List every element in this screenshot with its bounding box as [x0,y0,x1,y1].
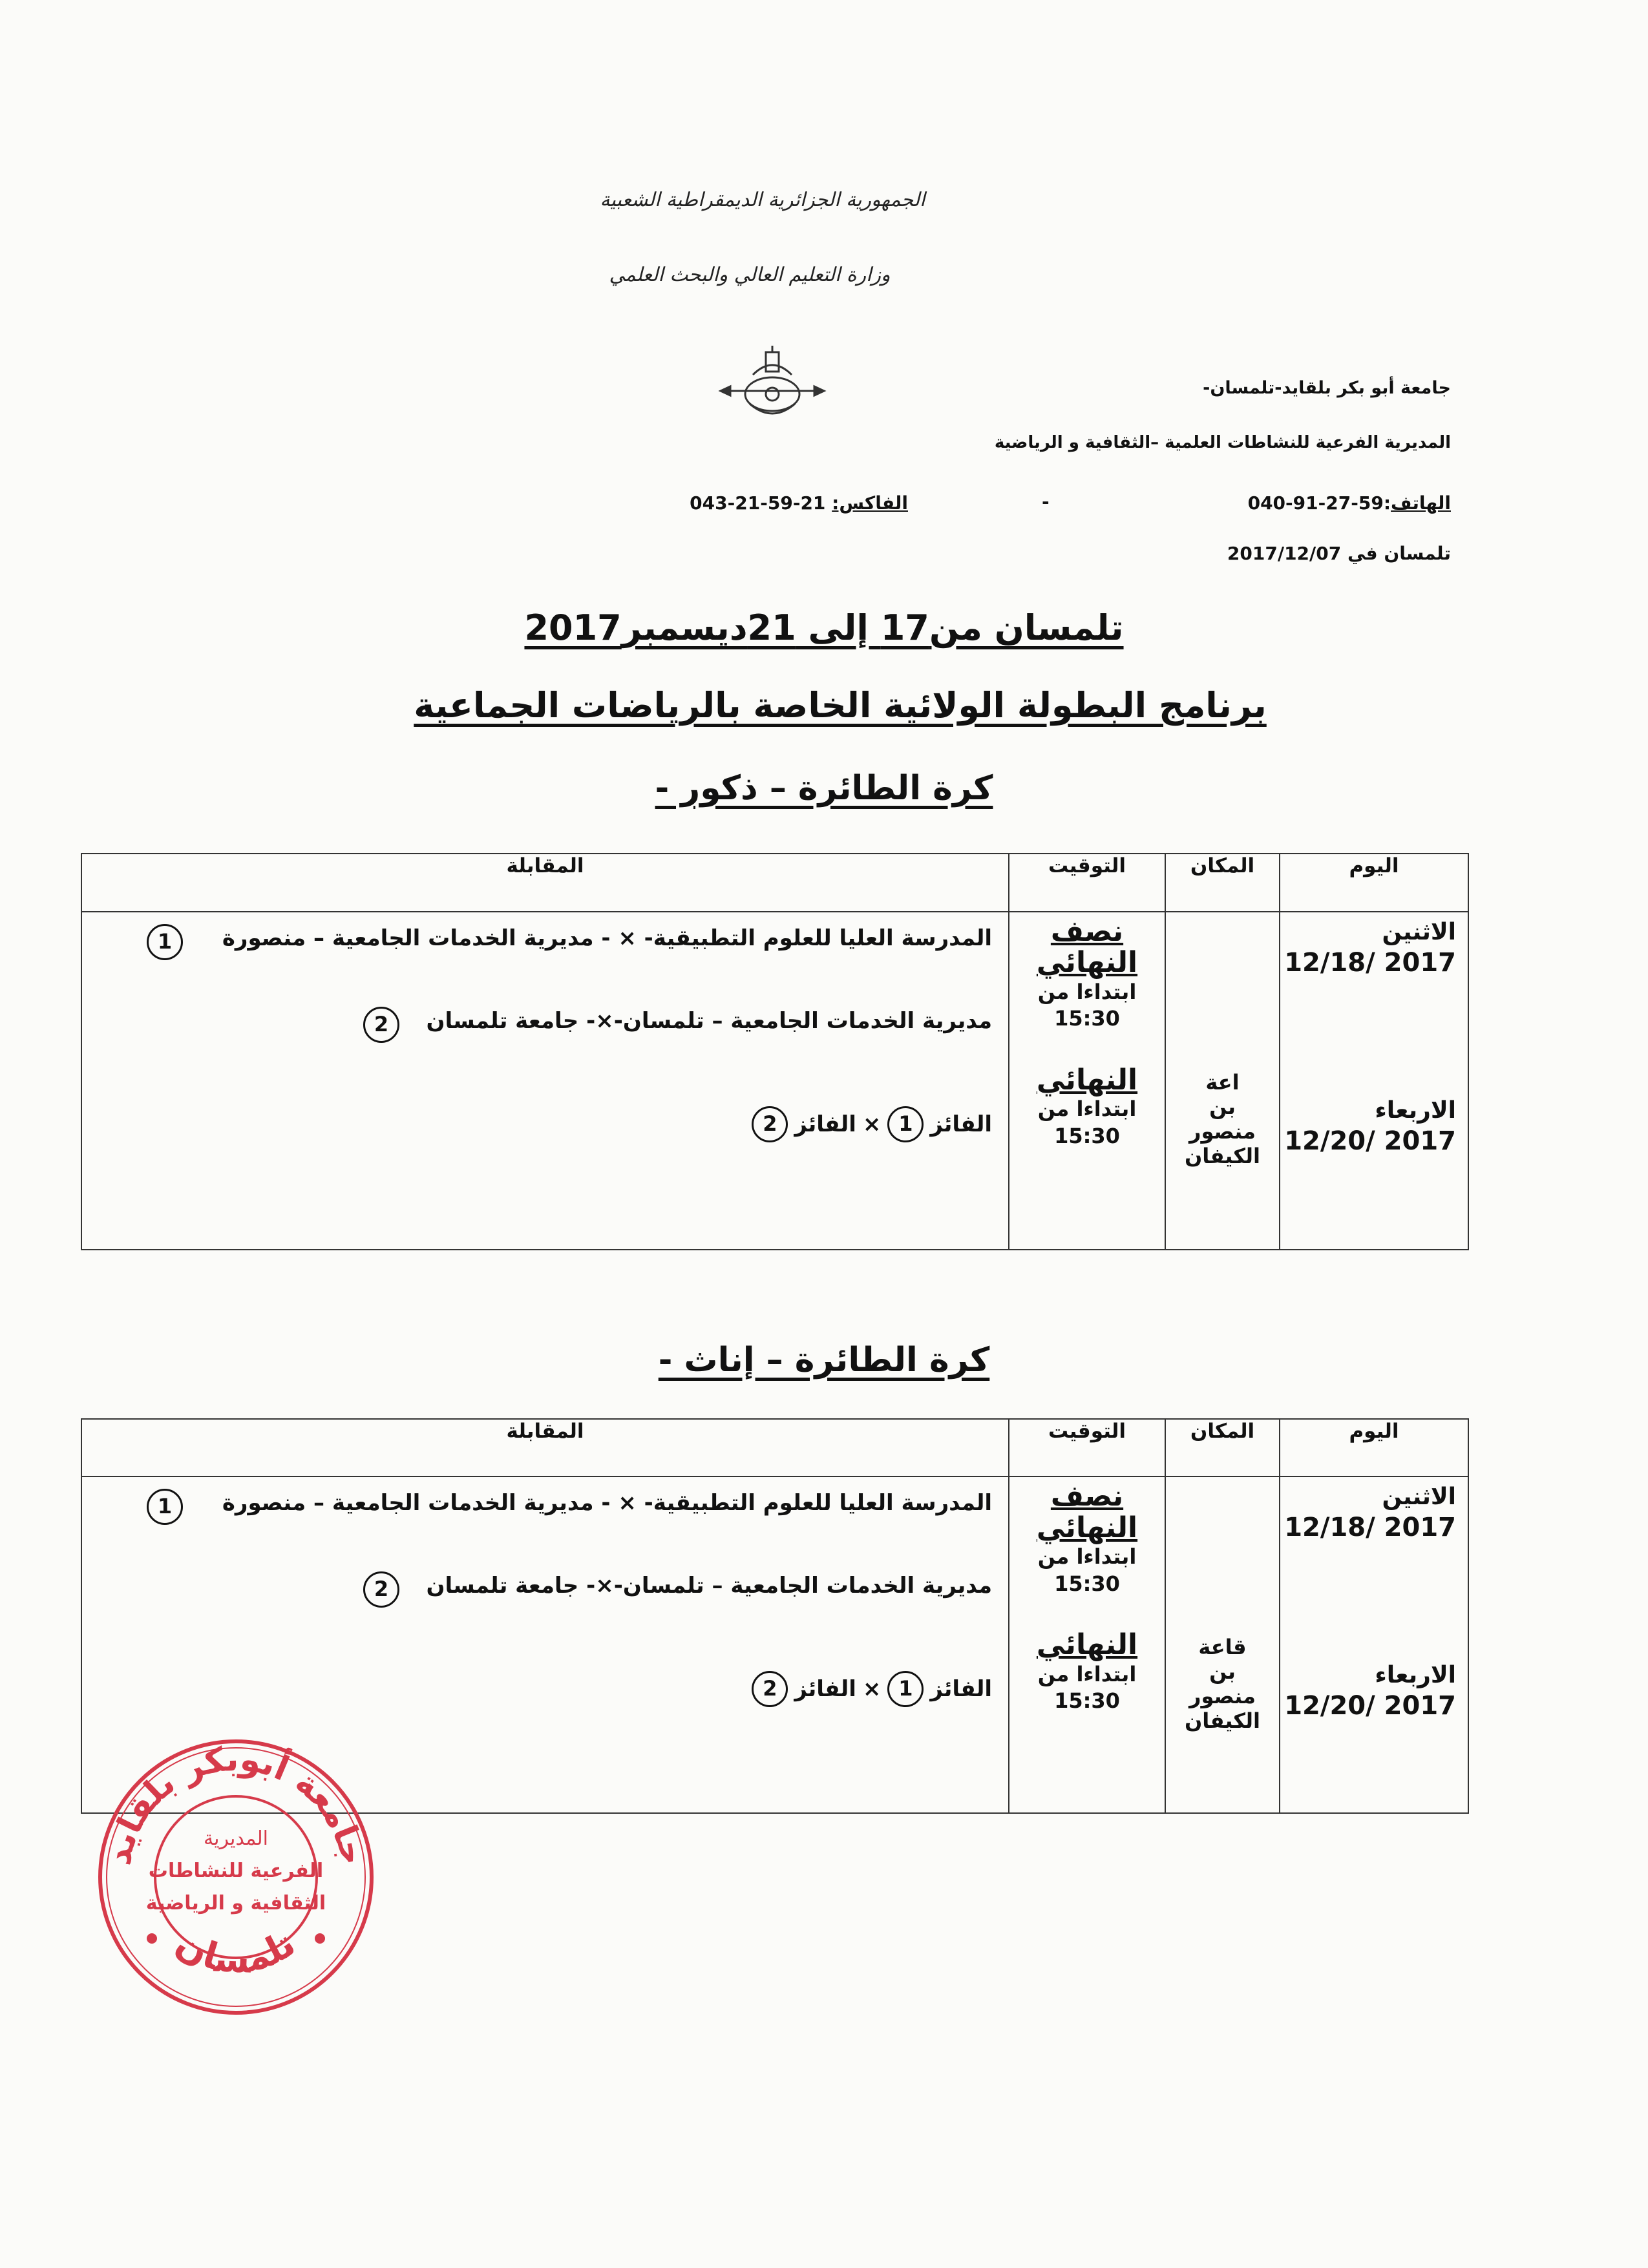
start-from-label: ابتداءا من [1037,979,1137,1004]
header-place: المكان [1165,854,1280,912]
fax-row [617,492,908,514]
stamp-inner-line-1: المديرية [204,1827,268,1850]
day2-name: الاربعاء [1375,1662,1456,1689]
match2-number-badge: 2 [363,1007,399,1043]
time-cell [1009,1476,1165,1813]
header-place: المكان [1165,1419,1280,1476]
date-line: تلمسان في 2017/12/07 [1227,543,1451,564]
header-day: اليوم [1280,854,1468,912]
header-day: اليوم [1280,1419,1468,1476]
place-line-4: الكيفان [1184,1144,1260,1169]
time-cell [1009,912,1165,1250]
final-time: 15:30 [1054,1688,1120,1714]
semi-final-label-2: النهائي [1036,946,1138,980]
stamp-bottom-text: تلمسان [169,1922,303,1982]
header-match: المقابلة [81,854,1009,912]
ministry-header: وزارة التعليم العالي والبحث العلمي [609,264,891,286]
header-time: التوقيت [1009,854,1165,912]
women-section-title: كرة الطائرة – إناث - [658,1341,990,1380]
dates-title: تلمسان من17 إلى 21ديسمبر2017 [524,607,1124,648]
men-schedule-table [81,853,1469,1250]
university-emblem-icon [714,342,830,433]
final-match-row [752,1671,992,1707]
match1-text: المدرسة العليا للعلوم التطبيقية- × - مديرية الخدمات الجامعية – منصورة [222,1490,992,1517]
start-from-label-2: ابتداءا من [1037,1661,1137,1686]
match2-text: مديرية الخدمات الجامعية – تلمسان-×- جامعة تلمسان [426,1573,992,1599]
place-line-3: منصور [1189,1683,1256,1708]
semi-time: 15:30 [1054,1006,1120,1031]
semi-final-label: نصف [1050,1480,1124,1513]
phone-label: الهاتف [1391,492,1451,514]
phone-value: :59-27-91-040 [1247,492,1391,514]
final-winner-1: الفائز [930,1676,992,1703]
place-line-2: بن [1209,1659,1236,1684]
final-label: النهائي [1036,1063,1138,1097]
day2-date: 2017 /12/20 [1284,1691,1456,1721]
official-stamp [90,1732,381,2022]
place-cell [1165,912,1280,1250]
final-winner-1: الفائز [930,1111,992,1137]
stamp-inner-line-2: الفرعية للنشاطات [148,1860,324,1882]
start-from-label: ابتداءا من [1037,1544,1137,1570]
header-match: المقابلة [81,1419,1009,1476]
day1-name: الاثنين [1382,918,1456,945]
day1-date: 2017 /12/18 [1284,947,1456,978]
final-vs: × [862,1676,882,1703]
semi-final-label-2: النهائي [1036,1511,1138,1544]
place-line-1: اعة [1205,1070,1240,1095]
phone-row [1196,492,1451,514]
day1-date: 2017 /12/18 [1284,1513,1456,1543]
final-winner-2: الفائز [794,1676,856,1703]
final-winner-1-badge: 1 [887,1671,924,1707]
final-winner-2-badge: 2 [752,1106,788,1142]
day-cell [1280,912,1468,1250]
men-section-title: كرة الطائرة – ذكور - [655,769,993,808]
match-cell [81,912,1009,1250]
fax-label: الفاكس: [832,492,908,514]
separator-dash: - [1042,491,1050,512]
day-cell [1280,1476,1468,1813]
header-time: التوقيت [1009,1419,1165,1476]
day2-name: الاربعاء [1375,1097,1456,1124]
svg-text:تلمسان [169,1922,303,1982]
match2-text: مديرية الخدمات الجامعية – تلمسان-×- جامعة تلمسان [426,1007,992,1034]
match-row-1 [222,1490,992,1516]
start-from-label-2: ابتداءا من [1037,1097,1137,1122]
university-name: جامعة أبو بكر بلقايد-تلمسان- [1203,378,1451,398]
semi-time: 15:30 [1054,1571,1120,1596]
final-match-row [752,1106,992,1142]
place-cell [1165,1476,1280,1813]
program-title: برنامج البطولة الولائية الخاصة بالرياضات الجماعية [414,685,1267,726]
place-line-2: بن [1209,1095,1236,1120]
stamp-top-text: جامعة أبوبكر بلقايد [99,1739,373,1869]
place-line-4: الكيفان [1184,1708,1260,1733]
directorate-name: المديرية الفرعية للنشاطات العلمية –الثقافية و الرياضية [994,433,1451,452]
semi-final-label: نصف [1050,914,1124,948]
match1-text: المدرسة العليا للعلوم التطبيقية- × - مديرية الخدمات الجامعية – منصورة [222,925,992,951]
final-vs: × [862,1111,882,1137]
final-label: النهائي [1036,1628,1138,1662]
match1-number-badge: 1 [147,1489,183,1525]
match-row-2 [427,1573,992,1599]
stamp-inner-line-3: الثقافية و الرياضية [145,1892,326,1915]
place-line-3: منصور [1189,1119,1256,1144]
match2-number-badge: 2 [363,1571,399,1608]
final-winner-2: الفائز [794,1111,856,1137]
final-winner-2-badge: 2 [752,1671,788,1707]
match-row-1 [222,925,992,951]
republic-header: الجمهورية الجزائرية الديمقراطية الشعبية [600,189,925,211]
final-time: 15:30 [1054,1123,1120,1148]
day2-date: 2017 /12/20 [1284,1126,1456,1156]
final-winner-1-badge: 1 [887,1106,924,1142]
match1-number-badge: 1 [147,924,183,960]
day1-name: الاثنين [1382,1484,1456,1511]
match-row-2 [427,1008,992,1034]
fax-value: 21-59-21-043 [690,492,826,514]
place-line-1: قاعة [1198,1634,1247,1659]
